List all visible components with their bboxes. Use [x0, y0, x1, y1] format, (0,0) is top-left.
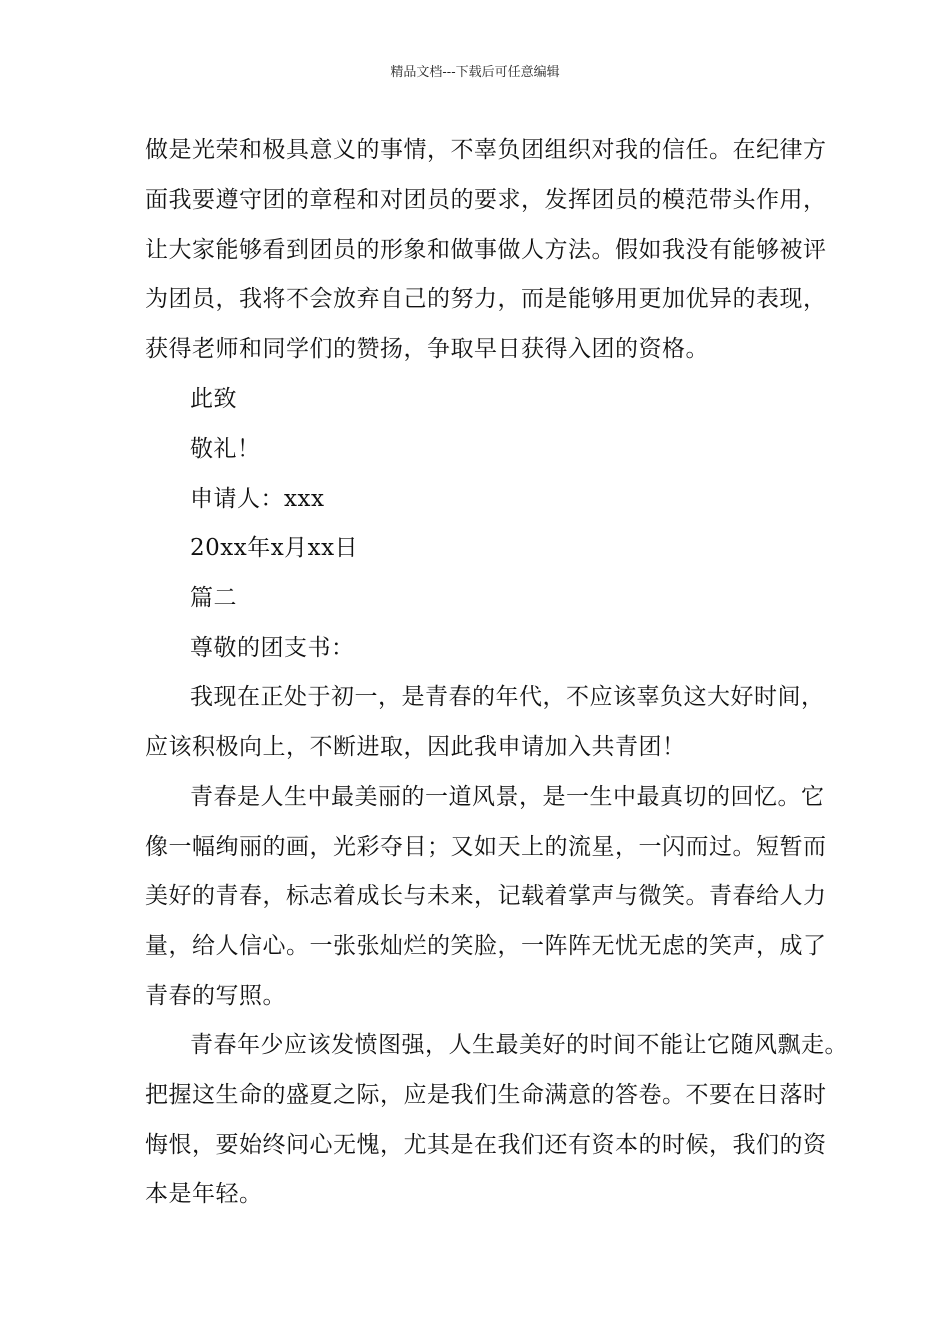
text-line: 青春年少应该发愤图强，人生最美好的时间不能让它随风飘走。: [190, 1032, 848, 1058]
text-line: 面我要遵守团的章程和对团员的要求，发挥团员的模范带头作用，: [145, 187, 827, 213]
text-line: 让大家能够看到团员的形象和做事做人方法。假如我没有能够被评: [145, 237, 827, 263]
text-line: 本是年轻。: [145, 1181, 263, 1207]
text-line: 把握这生命的盛夏之际，应是我们生命满意的答卷。不要在日落时: [145, 1082, 827, 1108]
text-line: 青春是人生中最美丽的一道风景，是一生中最真切的回忆。它: [190, 784, 825, 810]
text-line: 获得老师和同学们的赞扬，争取早日获得入团的资格。: [145, 336, 709, 362]
text-line: 做是光荣和极具意义的事情，不辜负团组织对我的信任。在纪律方: [145, 137, 827, 163]
text-line: 为团员，我将不会放弃自己的努力，而是能够用更加优异的表现，: [145, 286, 827, 312]
letter-greeting: 尊敬的团支书：: [190, 635, 355, 661]
applicant-signature: 申请人：xxx: [190, 486, 325, 512]
text-line: 量，给人信心。一张张灿烂的笑脸，一阵阵无忧无虑的笑声，成了: [145, 933, 827, 959]
date-line: 20xx年x月xx日: [190, 535, 359, 561]
text-line: 我现在正处于初一，是青春的年代，不应该辜负这大好时间，: [190, 684, 825, 710]
text-line: 美好的青春，标志着成长与未来，记载着掌声与微笑。青春给人力: [145, 883, 827, 909]
text-line: 像一幅绚丽的画，光彩夺目；又如天上的流星，一闪而过。短暂而: [145, 834, 827, 860]
page-header: 精品文档---下载后可任意编辑: [390, 65, 560, 80]
salutation-regards: 敬礼！: [190, 436, 261, 462]
section-heading: 篇二: [190, 585, 237, 611]
salutation-closing: 此致: [190, 386, 237, 412]
text-line: 悔恨，要始终问心无愧，尤其是在我们还有资本的时候，我们的资: [145, 1132, 827, 1158]
text-line: 应该积极向上，不断进取，因此我申请加入共青团！: [145, 734, 686, 760]
text-line: 青春的写照。: [145, 983, 286, 1009]
